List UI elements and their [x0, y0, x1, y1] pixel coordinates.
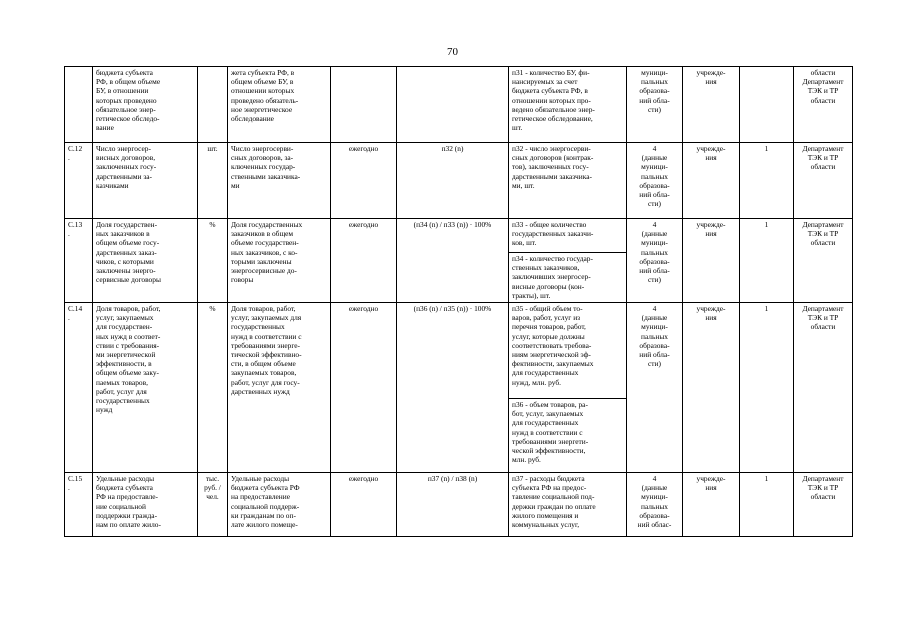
level-cell: учрежде- ния	[683, 473, 740, 537]
extra-cell	[740, 67, 794, 143]
scope-cell: муници- пальных образова- ний обла- сти)	[627, 67, 683, 143]
formula-cell: (п34 (n) / п33 (n)) · 100%	[397, 219, 509, 303]
extra-cell: 1	[740, 473, 794, 537]
indicator-name: Доля товаров, работ, услуг, закупаемых для государствен- ных нужд в соответ- ствии с требования- ми энергетической эффективности, в общем объеме заку- паемых товаров, работ, услуг для государственных нужд	[93, 303, 198, 473]
indicator-description: Доля государственных заказчиков в общем объеме государствен- ных заказчиков, с ко- торыми заключены энергосервисные до- говоры	[228, 219, 331, 303]
frequency-cell: ежегодно	[331, 219, 397, 303]
frequency-cell: ежегодно	[331, 303, 397, 473]
unit-cell: шт.	[198, 143, 228, 219]
responsible-cell: Департамент ТЭК и ТР области	[794, 219, 853, 303]
indicator-name: Число энергосер- висных договоров, заключенных госу- дарственными за- казчиками	[93, 143, 198, 219]
frequency-cell: ежегодно	[331, 473, 397, 537]
responsible-cell: Департамент ТЭК и ТР области	[794, 303, 853, 473]
scope-cell: 4 (данные муници- пальных образова- ний обла- сти)	[627, 219, 683, 303]
extra-cell: 1	[740, 303, 794, 473]
extra-cell: 1	[740, 219, 794, 303]
formula-cell	[397, 67, 509, 143]
row-code: С.14 .	[65, 303, 93, 473]
unit-cell: тыс. руб. / чел.	[198, 473, 228, 537]
frequency-cell: ежегодно	[331, 143, 397, 219]
row-code	[65, 67, 93, 143]
unit-cell: %	[198, 303, 228, 473]
indicator-name: Удельные расходы бюджета субъекта РФ на предоставле- ние социальной поддержки гражда- нам по оплате жило-	[93, 473, 198, 537]
responsible-cell: Департамент ТЭК и ТР области	[794, 473, 853, 537]
variable-definition: п32 - число энергосерви- сных договоров (контрак- тов), заключенных госу- дарственными заказчика- ми, шт.	[509, 143, 627, 219]
frequency-cell	[331, 67, 397, 143]
variable-definition: п37 - расходы бюджета субъекта РФ на предос- тавление социальной под- держки граждан по оплате жилого помещения и коммунальных услуг,	[509, 473, 627, 537]
unit-cell: %	[198, 219, 228, 303]
indicator-description: Удельные расходы бюджета субъекта РФ на предоставление социальной поддерж- ки гражданам по оп- лате жилого помеще-	[228, 473, 331, 537]
level-cell: учрежде- ния	[683, 219, 740, 303]
variable-definition: п33 - общее количество государственных заказчи- ков, шт.	[509, 219, 627, 253]
row-code: С.15 .	[65, 473, 93, 537]
page-number: 70	[447, 46, 458, 58]
indicator-description: жета субъекта РФ, в общем объеме БУ, в отношении которых проведено обязатель- ное энергетическое обследование	[228, 67, 331, 143]
unit-cell	[198, 67, 228, 143]
scope-cell: 4 (данные муници- пальных образова- ний обла- сти)	[627, 143, 683, 219]
level-cell: учрежде- ния	[683, 143, 740, 219]
scope-cell: 4 (данные муници- пальных образова- ний облас-	[627, 473, 683, 537]
variable-definition: п36 - объем товаров, ра- бот, услуг, закупаемых для государственных нужд в соответствии с требованиями энергети- ческой эффективности, млн. руб.	[509, 399, 627, 473]
variable-definition: п35 - общий объем то- варов, работ, услуг из перечня товаров, работ, услуг, которые должны соответствовать требова- ниям энергетической эф- фективности, закупаемых для государственных нужд, млн. руб.	[509, 303, 627, 399]
table-row	[65, 67, 853, 143]
table-row	[65, 473, 853, 537]
table-row	[65, 143, 853, 219]
extra-cell: 1	[740, 143, 794, 219]
scope-cell: 4 (данные муници- пальных образова- ний обла- сти)	[627, 303, 683, 473]
formula-cell: (п36 (n) / п35 (n)) · 100%	[397, 303, 509, 473]
level-cell: учрежде- ния	[683, 67, 740, 143]
indicator-name: Доля государствен- ных заказчиков в общем объеме госу- дарственных заказ- чиков, с которыми заключены энерго- сервисные договоры	[93, 219, 198, 303]
indicator-description: Число энергосерви- сных договоров, за- ключенных государ- ственными заказчика- ми	[228, 143, 331, 219]
indicator-name: бюджета субъекта РФ, в общем объеме БУ, в отношении которых проведено обязательное энер- гетическое обследо- вание	[93, 67, 198, 143]
indicators-table	[64, 66, 853, 537]
variable-definition: п34 - количество государ- ственных заказчиков, заключивших энергосер- висные договоры (кон- тракты), шт.	[509, 253, 627, 303]
responsible-cell: Департамент ТЭК и ТР области	[794, 143, 853, 219]
formula-cell: п37 (n) / п38 (n)	[397, 473, 509, 537]
indicator-description: Доля товаров, работ, услуг, закупаемых для государственных нужд в соответствии с требованиями энерге- тической эффективно- сти, в общем объеме закупаемых товаров, работ, услуг для госу- дарственных нужд	[228, 303, 331, 473]
variable-definition: п31 - количество БУ, фи- нансируемых за счет бюджета субъекта РФ, в отношении которых про- ведено обязательное энер- гетическое обследование, шт.	[509, 67, 627, 143]
responsible-cell: области Департамент ТЭК и ТР области	[794, 67, 853, 143]
row-code: С.12 .	[65, 143, 93, 219]
row-code: С.13 .	[65, 219, 93, 303]
level-cell: учрежде- ния	[683, 303, 740, 473]
formula-cell: п32 (n)	[397, 143, 509, 219]
table-row	[65, 219, 853, 253]
table-row	[65, 303, 853, 399]
